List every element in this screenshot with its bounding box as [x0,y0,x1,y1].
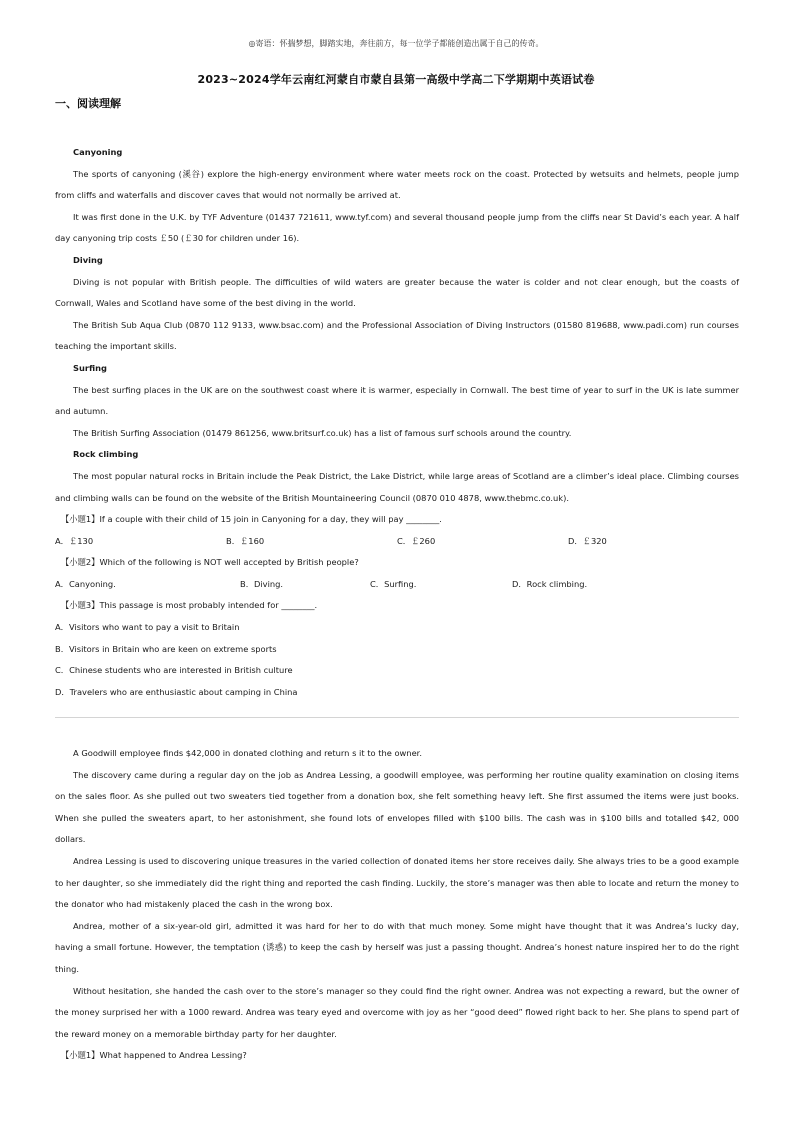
section-title: 一、阅读理解 [55,97,121,110]
paragraph: The British Surfing Association (01479 861256, www.britsurf.co.uk) has a list of famous surf schools around the country. [73,427,572,438]
option-a[interactable]: A．￡130 [55,535,94,546]
question-1-options [55,531,739,553]
question-1: 【小题1】If a couple with their child of 15 join in Canyoning for a day, they will pay ________. [61,514,442,525]
passage-heading-diving: Diving [73,254,103,265]
paragraph: Andrea, mother of a six-year-old girl, admitted it was hard for her to do with that much money. Some might have thought that it was Andrea’s lucky day, having a small fortune. However, the temptation (诱惑) to keep the cash by herself was just a passing thought. Andrea’s honest nature inspired her to do the right thing. [55,920,739,974]
option-d[interactable]: D．Rock climbing. [512,578,588,589]
paragraph: The sports of canyoning (溪谷) explore the high-energy environment where water meets rock on the coast. Protected by wetsuits and helmets, people jump from cliffs and waterfalls and discover caves that would not normally be arrived at. [55,168,739,201]
paragraph: A Goodwill employee finds $42,000 in donated clothing and return s it to the owner. [73,748,422,758]
paragraph: Diving is not popular with British people. The difficulties of wild waters are greater because the water is colder and not clear enough, but the coasts of Cornwall, Wales and Scotland have some of the best diving in the world. [55,276,739,309]
paragraph: The best surfing places in the UK are on the southwest coast where it is warmer, especially in Cornwall. The best time of year to surf in the UK is late summer and autumn. [55,384,739,417]
option-b[interactable]: B．￡160 [226,535,265,546]
option-c[interactable]: C．Chinese students who are interested in British culture [55,665,293,676]
page-title: 2023~2024学年云南红河蒙自市蒙自县第一高级中学高二下学期期中英语试卷 [197,73,595,86]
option-b[interactable]: B．Visitors in Britain who are keen on extreme sports [55,643,277,654]
paragraph: It was first done in the U.K. by TYF Adventure (01437 721611, www.tyf.com) and several thousand people jump from the cliffs near St David’s each year. A half day canyoning trip costs ￡50 (￡30 for children under 16). [55,211,739,244]
option-a[interactable]: A．Visitors who want to pay a visit to Britain [55,622,240,633]
question-2: 【小题2】Which of the following is NOT well accepted by British people? [61,557,359,568]
question-3: 【小题3】This passage is most probably intended for ________. [61,600,318,611]
option-c[interactable]: C．Surfing. [370,578,417,589]
paragraph: The British Sub Aqua Club (0870 112 9133, www.bsac.com) and the Professional Association of Diving Instructors (01580 819688, www.padi.com) run courses teaching the important skills. [55,319,739,352]
passage-heading-rock-climbing: Rock climbing [73,449,139,460]
option-c[interactable]: C．￡260 [397,535,436,546]
option-d[interactable]: D．￡320 [568,535,607,546]
question-2-options [55,574,739,596]
passage-heading-canyoning: Canyoning [73,147,123,157]
passage-2 [55,743,739,1067]
option-d[interactable]: D．Travelers who are enthusiastic about camping in China [55,686,298,697]
passage-heading-surfing: Surfing [73,362,107,373]
option-a[interactable]: A．Canyoning. [55,578,116,589]
passage-1 [55,142,739,703]
paragraph: Andrea Lessing is used to discovering unique treasures in the varied collection of donated items her store receives daily. She always tries to be a good example to her daughter, so she immediately did the right thing and reported the cash finding. Luckily, the store’s manager was then able to locate and return the money to the donator who had mistakenly placed the cash in the wrong box. [55,855,739,910]
option-b[interactable]: B．Diving. [240,578,284,589]
paragraph: The most popular natural rocks in Britain include the Peak District, the Lake District, while large areas of Scotland are a climber’s ideal place. Climbing courses and climbing walls can be found on the website of the British Mountaineering Council (0870 010 4878, www.thebmc.co.uk). [55,470,739,503]
paragraph: Without hesitation, she handed the cash over to the store’s manager so they could find the right owner. Andrea was not expecting a reward, but the owner of the money surprised her with a 1000 reward. Andrea was teary eyed and overcome with joy as her “good deed” flowed right back to her. She plans to spend part of the reward money on a memorable birthday party for her daughter. [55,985,739,1039]
passage-divider [55,717,739,718]
question-1: 【小题1】What happened to Andrea Lessing? [61,1050,247,1061]
motto-text: ◎寄语：怀揣梦想，脚踏实地，奔往前方，每一位学子都能创造出属于自己的传奇。 [248,39,544,48]
paragraph: The discovery came during a regular day on the job as Andrea Lessing, a goodwill employee, was performing her routine quality examination on closing items on the sales floor. As she pulled out two sweaters tied together from a donation box, she felt something heavy left. She first assumed the items were just books. When she pulled the sweaters apart, to her astonishment, she found lots of envelopes filled with $100 bills. The cash was in $100 bills and totalled $42, 000 dollars. [55,769,739,845]
